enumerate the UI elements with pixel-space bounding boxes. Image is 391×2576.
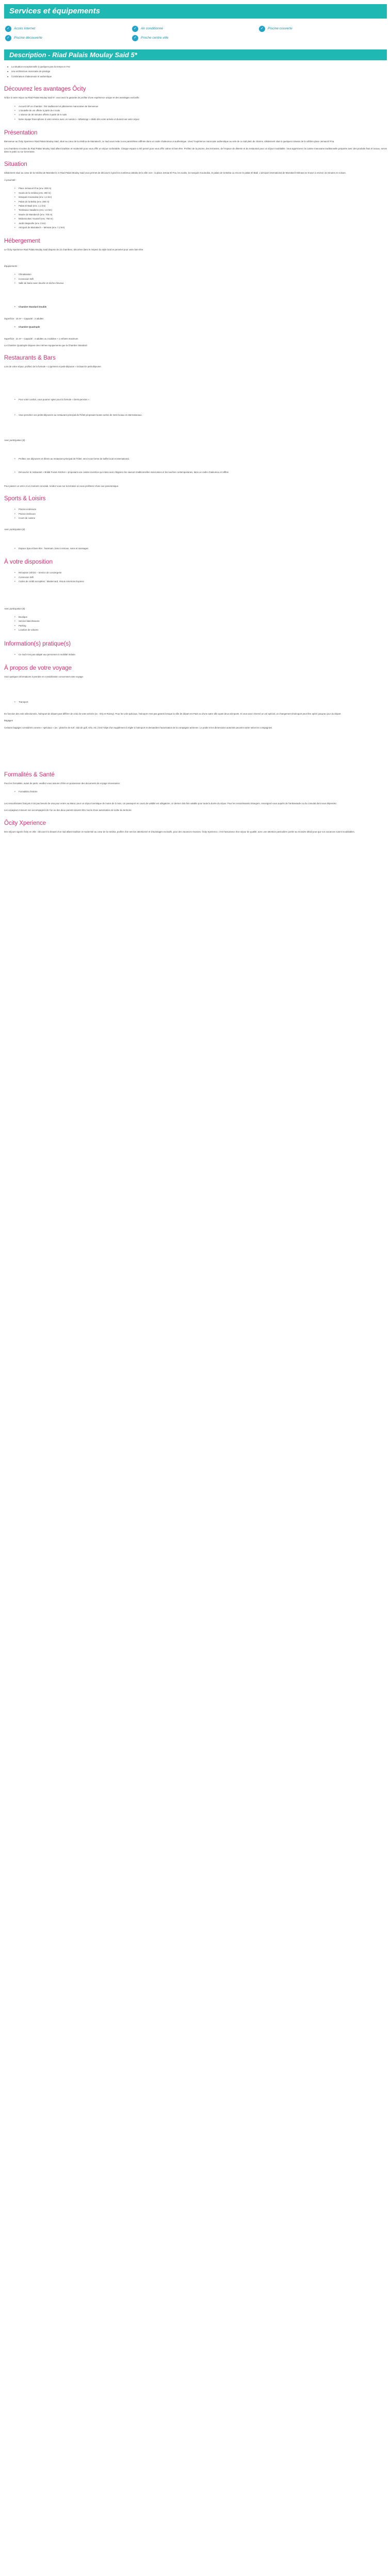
description-bar: Description - Riad Palais Moulay Said 5*: [4, 49, 387, 60]
hebergement-heading: Hébergement: [4, 238, 40, 245]
list-item: • Palais El Badi (env. 1,1 km): [15, 205, 387, 208]
hebergement-intro: Le Ôcity Xperience Riad Palais Moulay Said dispose de 22 chambres, décorées dans le respect du style local et pensées pour votre bien-être.: [4, 248, 144, 251]
list-item: • Place Jemaa el-Fna (env. 200 m): [15, 187, 387, 190]
restaurants-list2: [4, 457, 387, 474]
room-type-1-name: • Chambre Standard Double: [15, 306, 387, 309]
list-item: • Souks de la médina (env. 300 m): [15, 192, 387, 195]
feature-label: Air conditionné: [141, 26, 163, 30]
equipment-label: Équipements :: [4, 264, 19, 267]
sports-heading: Sports & Loisirs: [4, 496, 46, 502]
situation-heading: Situation: [4, 161, 27, 168]
feature-label: Accès internet: [14, 26, 36, 30]
list-item: • Réception 24h/24 – Service de conciergerie: [15, 571, 387, 574]
page: [0, 0, 391, 848]
restaurants-heading: Restaurants & Bars: [4, 355, 56, 362]
list-item: • Accueil VIP en chambre : thé traditionnel et pâtisseries marocaines de bienvenue: [15, 105, 387, 108]
intro-list: [4, 65, 387, 78]
sports-list2: [4, 547, 387, 550]
list-item: • Musée de Marrakech (env. 700 m): [15, 213, 387, 216]
room-note: La Chambre Quadruple dispose des mêmes équipements que la Chambre Standard.: [4, 344, 88, 347]
situation-nearby-label: À proximité :: [4, 178, 17, 181]
room-type-1: [4, 306, 387, 309]
feature-item: [5, 35, 132, 41]
list-item: • Espace Spa et bien-être : hammam, bain à remous, soins et massages: [15, 547, 387, 550]
sports-list: [4, 508, 387, 520]
feature-item: [5, 26, 132, 32]
list-item: • Service blanchisserie: [15, 620, 387, 623]
sports-label: Avec participation (€) :: [4, 528, 26, 531]
pool-icon: ✓: [259, 26, 265, 32]
wifi-icon: ✓: [5, 26, 11, 32]
list-item: • Piscine extérieure: [15, 508, 387, 511]
list-item: • Jardin Majorelle (env. 3 km): [15, 222, 387, 225]
xperience-heading: Ôcity Xperience: [4, 820, 46, 826]
restaurants-intro: Lors de votre séjour, profitez de la formule « Logement et petit-déjeuner » incluant le petit-déjeuner.: [4, 365, 102, 368]
paragraph: Bagages: [4, 719, 13, 722]
paragraph: Les voyageurs mineurs non accompagnés de l'un ou des deux parents doivent être munis d'une autorisation de sortie du territoire.: [4, 809, 132, 812]
list-item: • 1 séance de 30 minutes offerte à partir de 6 nuits: [15, 113, 387, 116]
list-item: • Parking: [15, 624, 387, 628]
formalites-intro: Pour les formalités, avant de partir, veuillez-vous assurer d'être en possession des documents de voyage nécessaires :: [4, 782, 121, 785]
presentation-heading: Présentation: [4, 130, 38, 137]
list-item: • Connexion Wifi: [15, 278, 387, 281]
situation-body: [4, 172, 387, 175]
transport-body: [4, 713, 387, 730]
list-item: • Boutique: [15, 616, 387, 619]
list-item: • Cartes de crédit acceptées : Mastercard, Visa & American Express: [15, 580, 387, 583]
restaurants-list: [4, 398, 387, 417]
formalites-body: [4, 802, 387, 812]
information-list: [4, 653, 387, 656]
intro-list-item: ■ Une architecture marocaine de prestige: [7, 70, 387, 73]
apropos-intro: Voici quelques informations à prendre en considération concernant votre voyage.: [4, 675, 84, 678]
list-item: • Formalités d'entrée: [15, 790, 387, 793]
disposition-label: Avec participation (€) :: [4, 607, 26, 610]
discover-heading: Découvrez les avantages Ôcity: [4, 86, 86, 93]
list-item: • Notre équipe francophone à votre service avec un numéro « WhatsApp » dédié dès votre arrivée et durant tout votre séjour: [15, 118, 387, 121]
list-item: • Connexion Wifi: [15, 576, 387, 579]
feature-label: Piscine couverte: [268, 26, 292, 30]
ac-icon: ✓: [132, 26, 138, 32]
feature-item: [259, 26, 386, 32]
paragraph: Les chambres et suites du Riad Palais Moulay Said allient tradition et modernité pour vous offrir un séjour confortable. Chaque espace a été pensé pour vous offrir calme et bien-être. Profitez de la piscine, des terrasses, de l'espace de détente et du restaurant pour un séjour inoubliable. Vous apprécierez la cuisine marocaine traditionnelle préparée avec des produits frais et locaux, servie dans le patio ou sur la terrasse.: [4, 147, 387, 154]
transport-list: [4, 701, 387, 704]
information-heading: Information(s) pratique(s): [4, 640, 71, 647]
feature-label: Proche centre ville: [141, 36, 169, 40]
list-item: • Salle de bains avec douche et sèche-cheveux: [15, 282, 387, 285]
room-type-2-detail: Superficie : 21 m² – Capacité : 4 adultes ou 3 adultes + 1 enfants maximum: [4, 337, 78, 340]
restaurants-note: Pour passer un verre et un moment convivial, rendez-vous sur la terrasse où vous profiterez d'une vue panoramique.: [4, 484, 119, 487]
intro-list-item: ■ La situation exceptionnelle à quelques pas du temps en Fez: [7, 65, 387, 69]
feature-item: [132, 26, 259, 32]
disposition-list2: [4, 616, 387, 632]
list-item: • Tombeaux Saadiens (env. 1,6 km): [15, 209, 387, 212]
list-item: • Climatisation: [15, 273, 387, 276]
intro-list-item: ■ Combinaison chaleureuse et authentique: [7, 75, 387, 78]
list-item: • Aéroport de Marrakech – Ménara (env. 7,2 km): [15, 226, 387, 229]
equipment-list: [4, 273, 387, 285]
paragraph: Bienvenue au Ôcity Xperience Riad Palais Moulay Said, situé au cœur de la médina de Marrakech, ce riad vous invite à une parenthèse raffinée dans un cadre chaleureux et authentique. Vivez l'expérience marocaine authentique au sein de ce riad plein de charme, idéalement situé à quelques minutes de la célèbre place Jemaa El Fna.: [4, 140, 335, 143]
restaurants-label2: Avec participation (€) :: [4, 438, 26, 442]
discover-list: [4, 105, 387, 122]
paragraph: En fonction des vols sélectionnés, l'aéroport de départ peut différer de celui de votre arrivée (ex : Orly et Roissy). Pour les vols spéciaux, l'aéroport n'est pas garanti lorsque la ville de départ est Paris ou d'une autre ville ayant deux aéroports. Si vous avez réservé un vol spécial, un changement d'aéroport peut être opéré jusqu'au jour du départ.: [4, 712, 341, 715]
presentation-body: [4, 140, 387, 154]
disposition-heading: À votre disposition: [4, 559, 53, 566]
list-item: • Piscine intérieure: [15, 513, 387, 516]
list-item: • Ce riad n'est pas adapté aux personnes à mobilité réduite.: [15, 653, 387, 656]
discover-intro: Grâce à notre séjour au Riad Palais Moulay Said 5*, vous avez la garantie de profiter d'une expérience unique et des avantages exclusifs :: [4, 96, 140, 99]
xperience-body: Des séjours signés Ôcity en ville : découvrir la beauté d'un riad alliant tradition et modernité au cœur de la médina, profiter d'un service attentionné et d'avantages exclusifs, pour des vacances réussies. Ôcity Xperience, c'est l'assurance d'un séjour de qualité, avec une attention particulière portée au moindre détail pour que vos vacances soient inoubliables.: [4, 830, 355, 833]
list-item: • Mosquée Koutoubia (env. 1,4 km): [15, 196, 387, 199]
nearby-list: [4, 187, 387, 229]
paragraph: Certains bagages considérés comme « spéciaux » (ex : planche de surf, club de golf, vélo, etc.) font l'objet d'un supplément à régler à l'aéroport et demandent l'autorisation de la compagnie aérienne. Le poids et les dimensions autorisés peuvent varier selon les compagnies.: [4, 726, 273, 729]
room-type-1-detail: Superficie : 15 m² – Capacité : 2 adultes: [4, 317, 44, 320]
list-item: • 1 bouteille de vin offerte à partir de 4 nuits: [15, 109, 387, 112]
beach-icon: ✓: [132, 35, 138, 41]
formalites-heading: Formalités & Santé: [4, 771, 55, 778]
list-item: • Profitez vos déjeuners et dîners au restaurant principal de l'hôtel, servi sous forme de buffet local et international.: [15, 457, 387, 461]
list-item: • Cours de cuisine: [15, 517, 387, 520]
list-item: • Palais de la Bahia (env. 280 m): [15, 200, 387, 204]
disposition-list: [4, 571, 387, 583]
room-type-2: [4, 326, 387, 329]
list-item: • Location de voitures: [15, 629, 387, 632]
list-item: • Pour votre confort, vous pourrez opter pour la formule « Demi-pension » :: [15, 398, 387, 401]
paragraph: Les ressortissants français n'ont pas besoin de visa pour entrer au Maroc pour un séjour touristique de moins de 3 mois. Un passeport en cours de validité est obligatoire, ce dernier doit être valable pour toute la durée du séjour. Pour les ressortissants étrangers, renseignez-vous auprès de l'ambassade ou du consulat dont vous dépendez.: [4, 802, 337, 805]
transport-label: • Transport: [15, 701, 387, 704]
apropos-heading: À propos de votre voyage: [4, 665, 72, 671]
paragraph: Idéalement situé au cœur de la médina de Marrakech, le Riad Palais Moulay Said vous permet de découvrir à pied les nombreux attraits de la ville ocre : la place Jemaa El Fna, les souks, la mosquée Koutoubia, le palais de la Bahia ou encore le palais El Badi. L'aéroport international de Marrakech-Ménara se trouve à environ 15 minutes en voiture.: [4, 172, 347, 175]
list-item: • Vous prendrez vos petits-déjeuners au restaurant principal de l'hôtel proposant toutes sortes de mets locaux et internationaux.: [15, 414, 387, 417]
list-item: • Médersa Ben Youssef (env. 750 m): [15, 217, 387, 221]
room-type-2-name: • Chambre Quadruple: [15, 326, 387, 329]
features-grid: [4, 19, 387, 46]
list-item: • Découvrez le restaurant « Bridal Fusion Kitchen » proposant une cuisine inventive qui marie avec élégance les saveurs traditionnelles marocaines et les touches contemporaines, dans un cadre chaleureux et raffiné.: [15, 471, 387, 474]
pool-heated-icon: ✓: [5, 35, 11, 41]
services-banner: Services et équipements: [4, 4, 387, 19]
formalites-list: [4, 790, 387, 793]
feature-label: Piscine découverte: [14, 36, 42, 40]
feature-item: [132, 35, 259, 41]
